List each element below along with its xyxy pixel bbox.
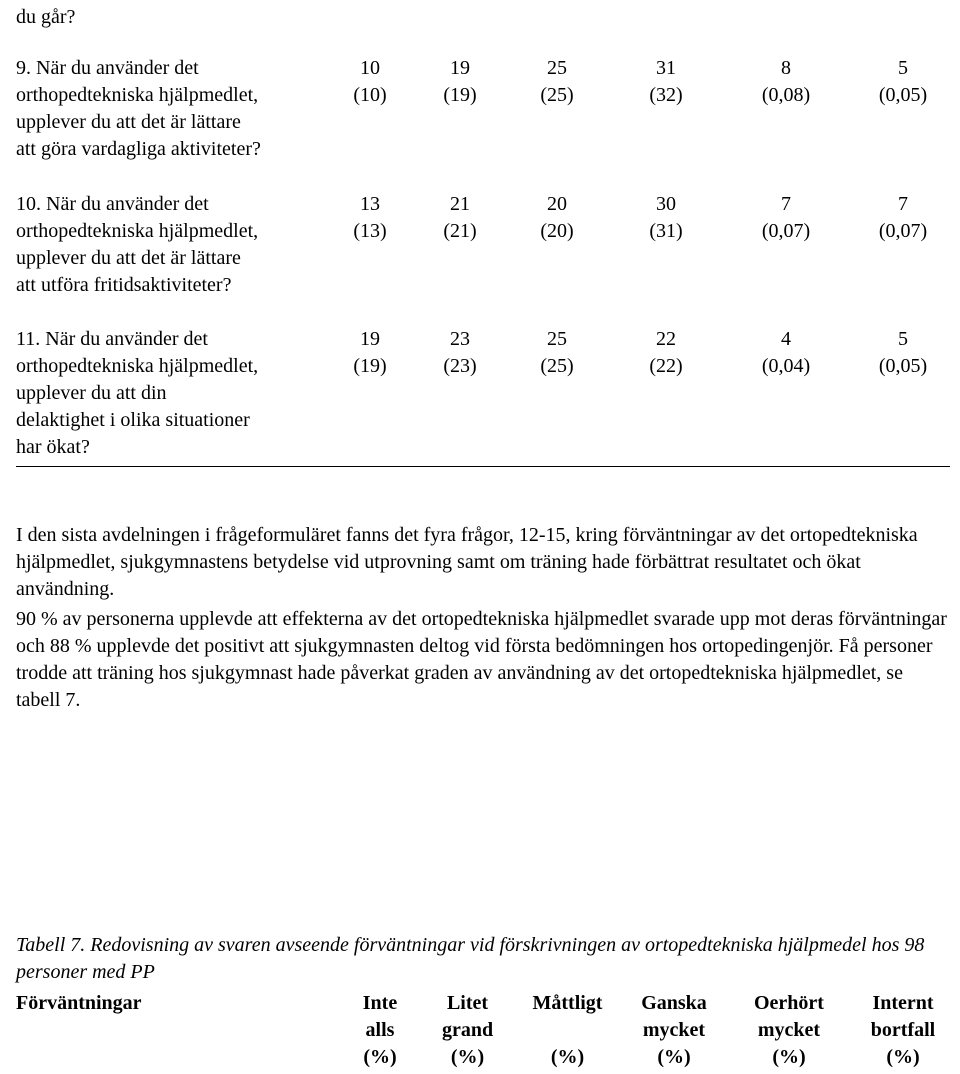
question-text: 11. När du använder det orthopedtekniska hjälpmedlet, upplever du att din delaktighet i olika situationer har ökat? xyxy=(16,328,259,458)
table-bottom-rule xyxy=(16,466,950,467)
table-cell: 25 (25) xyxy=(540,57,574,106)
table-cell: 19 (19) xyxy=(353,328,387,377)
table-cell: 21 (21) xyxy=(443,193,477,242)
column-header: Oerhört mycket (%) xyxy=(754,992,824,1068)
table-cell: 23 (23) xyxy=(443,328,477,377)
table-cell: 7 (0,07) xyxy=(878,193,928,242)
column-header: Ganska mycket (%) xyxy=(641,992,707,1068)
column-header: Måttligt (%) xyxy=(532,992,603,1068)
table-cell: 31 (32) xyxy=(649,57,683,106)
table-cell: 19 (19) xyxy=(443,57,477,106)
column-header: Litet grand (%) xyxy=(441,992,494,1068)
table-cell: 4 (0,04) xyxy=(761,328,811,377)
table-cell: 5 (0,05) xyxy=(878,328,928,377)
table-caption: Tabell 7. Redovisning av svaren avseende förväntningar vid förskrivningen av ortopedtekniska hjälpmedel hos 98 personer med PP xyxy=(16,934,925,983)
table-cell: 5 (0,05) xyxy=(878,57,928,106)
paragraph: 90 % av personerna upplevde att effekterna av det ortopedtekniska hjälpmedlet svarade upp mot deras förväntningar och 88 % upplevde det positivt att sjukgymnasten deltog vid första bedömningen hos ortopedingenjör. Få personer trodde att träning hos sjukgymnast hade påverkat graden av användning av det ortopedtekniska hjälpmedlet, se tabell 7. xyxy=(16,608,947,711)
top-fragment: du går? xyxy=(16,6,76,28)
table-cell: 22 (22) xyxy=(649,328,683,377)
table-cell: 30 (31) xyxy=(649,193,683,242)
column-header: Förväntningar xyxy=(16,992,142,1014)
table-cell: 20 (20) xyxy=(540,193,574,242)
table-cell: 7 (0,07) xyxy=(761,193,811,242)
paragraph: I den sista avdelningen i frågeformuläret fanns det fyra frågor, 12-15, kring förväntningar av det ortopedtekniska hjälpmedlet, sjukgymnastens betydelse vid utprovning samt om träning hade förbättrat resultatet och ökat användning. xyxy=(16,524,918,600)
table-cell: 8 (0,08) xyxy=(761,57,811,106)
table-cell: 25 (25) xyxy=(540,328,574,377)
question-text: 9. När du använder det orthopedtekniska hjälpmedlet, upplever du att det är lättare att göra vardagliga aktiviteter? xyxy=(16,57,261,160)
column-header: Inte alls (%) xyxy=(362,992,398,1068)
column-header: Internt bortfall (%) xyxy=(870,992,936,1068)
table-cell: 13 (13) xyxy=(353,193,387,242)
question-text: 10. När du använder det orthopedtekniska hjälpmedlet, upplever du att det är lättare att utföra fritidsaktiviteter? xyxy=(16,193,259,296)
table-cell: 10 (10) xyxy=(353,57,387,106)
